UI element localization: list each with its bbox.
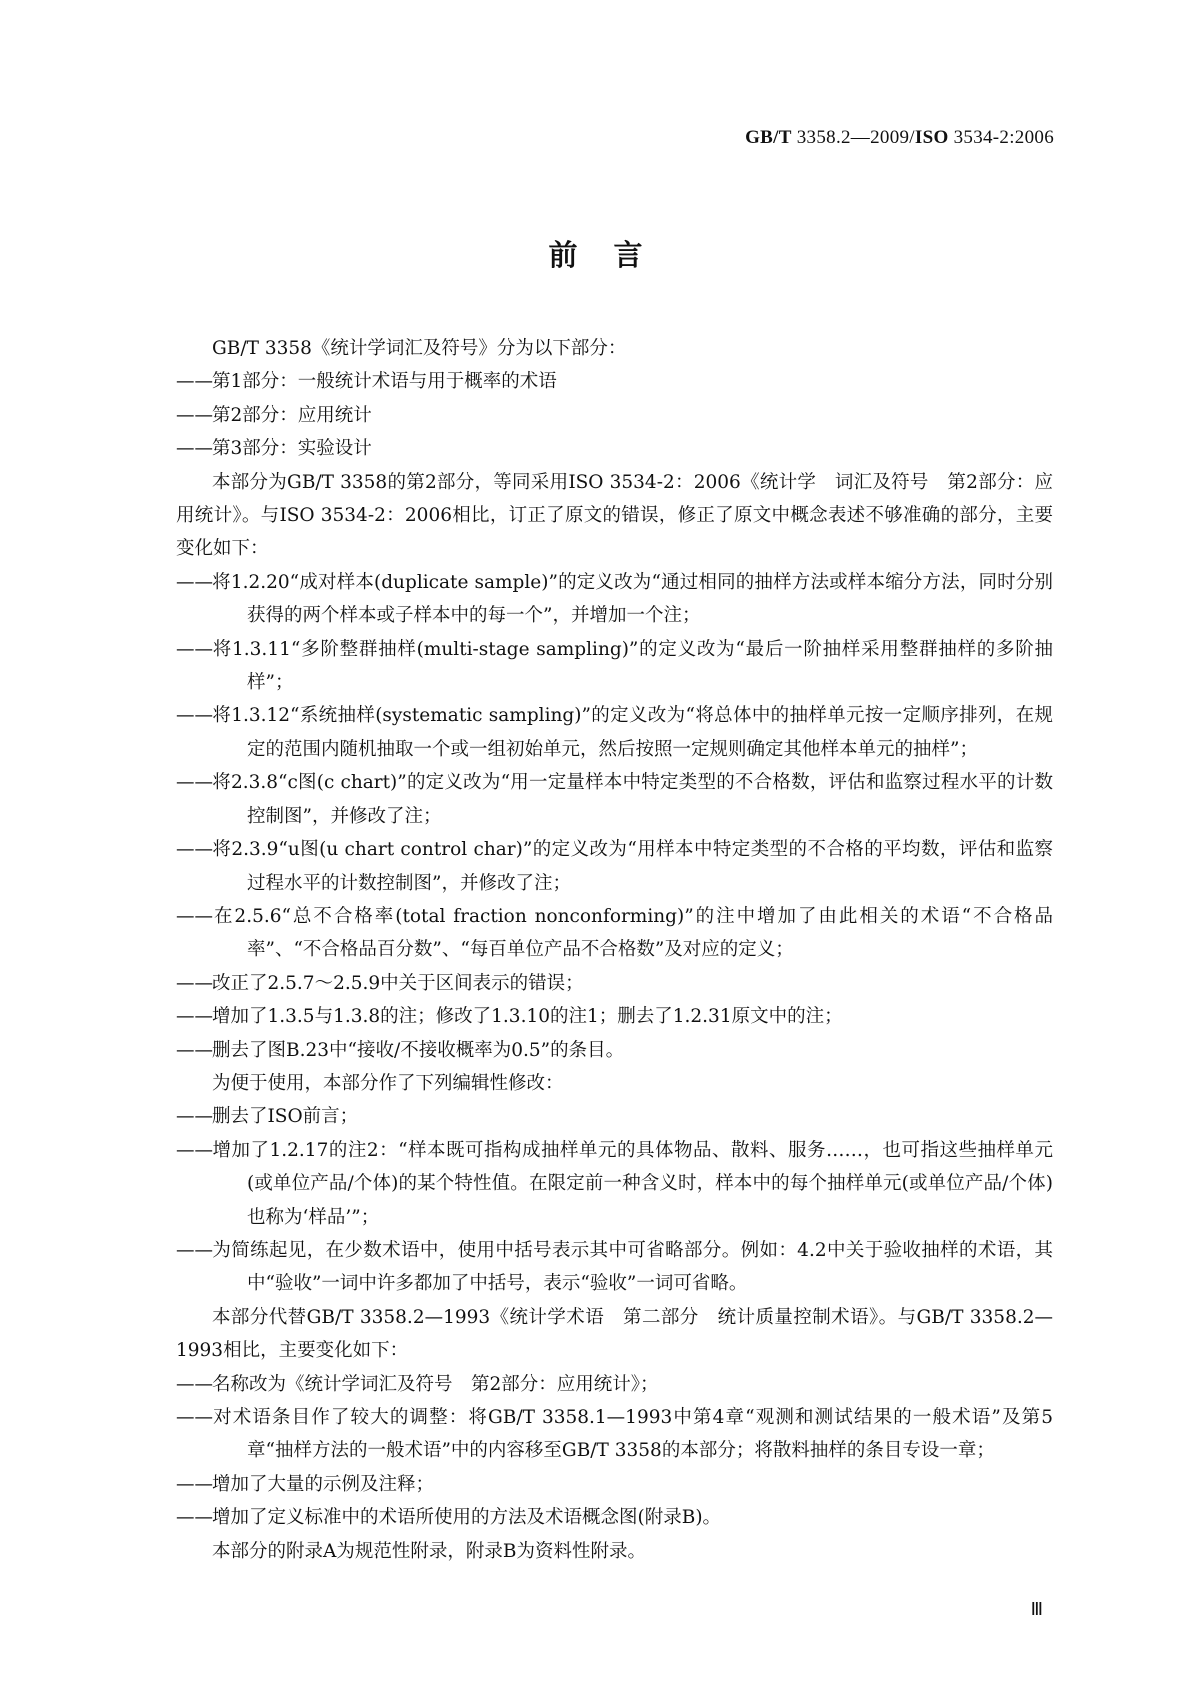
foreword-body	[176, 332, 1053, 1568]
list-item	[176, 1234, 1053, 1301]
item-dash: ——	[176, 1407, 213, 1428]
item-text: 增加了定义标准中的术语所使用的方法及术语概念图(附录B)。	[212, 1507, 722, 1529]
item-text: 将2.3.8“c图(c chart)”的定义改为“用一定量样本中特定类型的不合格数，评估和监察过程水平的计数控制图”，并修改了注；	[212, 772, 1053, 827]
item-dash: ——	[176, 1239, 213, 1261]
item-text: 将2.3.9“u图(u chart control char)”的定义改为“用样本中特定类型的不合格的平均数，评估和监察过程水平的计数控制图”，并修改了注；	[212, 839, 1053, 894]
item-dash: ——	[176, 638, 213, 660]
paragraph: 本部分的附录A为规范性附录，附录B为资料性附录。	[212, 1540, 646, 1562]
item-text: 将1.3.11“多阶整群抽样(multi-stage sampling)”的定义改为“最后一阶抽样采用整群抽样的多阶抽样”；	[212, 638, 1053, 694]
list-item	[176, 1034, 1053, 1067]
list-item	[176, 967, 1053, 1000]
item-dash: ——	[176, 839, 213, 861]
item-text: 改正了2.5.7～2.5.9中关于区间表示的错误；	[212, 972, 584, 994]
item-text: 将1.3.12“系统抽样(systematic sampling)”的定义改为“将总体中的抽样单元按一定顺序排列，在规定的范围内随机抽取一个或一组初始单元，然后按照一定规则确定其他样本单元的抽样”；	[212, 705, 1053, 760]
list-item	[176, 1368, 1053, 1401]
item-text: 删去了图B.23中“接收/不接收概率为0.5”的条目。	[212, 1039, 625, 1061]
item-dash: ——	[176, 438, 213, 460]
list-item	[176, 1134, 1053, 1234]
item-dash: ——	[176, 1373, 213, 1395]
list-item	[176, 900, 1053, 967]
iso-number: 3534-2:2006	[953, 127, 1054, 148]
iso-prefix: ISO	[914, 127, 949, 148]
list-item	[176, 1401, 1053, 1468]
list-item	[176, 365, 1053, 398]
item-dash: ——	[176, 371, 213, 393]
item-dash: ——	[176, 1507, 213, 1529]
list-item	[176, 1100, 1053, 1133]
list-item	[176, 566, 1053, 633]
item-text: 为简练起见，在少数术语中，使用中括号表示其中可省略部分。例如：4.2中关于验收抽样的术语，其中“验收”一词中许多都加了中括号，表示“验收”一词可省略。	[212, 1239, 1053, 1295]
item-text: 第3部分：实验设计	[212, 438, 372, 460]
item-dash: ——	[176, 1473, 213, 1495]
paragraph: 为便于使用，本部分作了下列编辑性修改：	[212, 1072, 564, 1094]
item-text: 将1.2.20“成对样本(duplicate sample)”的定义改为“通过相同的抽样方法或样本缩分方法，同时分别获得的两个样本或子样本中的每一个”，并增加一个注；	[212, 571, 1053, 627]
list-item	[176, 1000, 1053, 1033]
list-item	[176, 1501, 1053, 1534]
code-prefix: GB/T	[745, 127, 792, 148]
list-item	[176, 432, 1053, 465]
item-text: 第2部分：应用统计	[212, 404, 372, 426]
item-dash: ——	[176, 404, 213, 426]
paragraph: GB/T 3358《统计学词汇及符号》分为以下部分：	[212, 338, 627, 359]
item-dash: ——	[176, 571, 213, 593]
item-text: 在2.5.6“总不合格率(total fraction nonconforming)”的注中增加了由此相关的术语“不合格品率”、“不合格品百分数”、“每百单位产品不合格数”及对应的定义；	[212, 905, 1053, 961]
list-item	[176, 1468, 1053, 1501]
item-text: 增加了1.2.17的注2：“样本既可指构成抽样单元的具体物品、散料、服务……，也可指这些抽样单元(或单位产品/个体)的某个特性值。在限定前一种含义时，样本中的每个抽样单元(或单位产品/个体)也称为‘样品’”；	[212, 1139, 1053, 1228]
item-text: 删去了ISO前言；	[212, 1106, 359, 1128]
item-dash: ——	[176, 972, 213, 994]
list-item	[176, 699, 1053, 766]
page-title: 前言	[548, 238, 679, 272]
code-number: 3358.2—2009/	[796, 127, 915, 148]
paragraph: 本部分为GB/T 3358的第2部分，等同采用ISO 3534-2：2006《统计学 词汇及符号 第2部分：应用统计》。与ISO 3534-2：2006相比，订正了原文的错误，修正了原文中概念表述不够准确的部分，主要变化如下：	[176, 471, 1053, 560]
item-text: 名称改为《统计学词汇及符号 第2部分：应用统计》；	[212, 1373, 659, 1395]
list-item	[176, 399, 1053, 432]
item-text: 增加了1.3.5与1.3.8的注；修改了1.3.10的注1；删去了1.2.31原文中的注；	[212, 1006, 843, 1028]
item-text: 增加了大量的示例及注释；	[212, 1473, 435, 1495]
item-dash: ——	[176, 1106, 213, 1128]
standard-code-header	[745, 127, 1054, 149]
item-dash: ——	[176, 772, 213, 794]
item-dash: ——	[176, 705, 213, 727]
list-item	[176, 833, 1053, 900]
item-dash: ——	[176, 905, 213, 927]
item-dash: ——	[176, 1006, 213, 1028]
list-item	[176, 766, 1053, 833]
list-item	[176, 633, 1053, 700]
page-number: Ⅲ	[1030, 1599, 1043, 1619]
item-dash: ——	[176, 1039, 213, 1061]
item-text: 第1部分：一般统计术语与用于概率的术语	[212, 371, 557, 393]
item-dash: ——	[176, 1139, 213, 1161]
item-text: 对术语条目作了较大的调整：将GB/T 3358.1—1993中第4章“观测和测试结果的一般术语”及第5章“抽样方法的一般术语”中的内容移至GB/T 3358的本部分；将散料抽样的条目专设一章；	[212, 1407, 1053, 1462]
paragraph: 本部分代替GB/T 3358.2—1993《统计学术语 第二部分 统计质量控制术语》。与GB/T 3358.2—1993相比，主要变化如下：	[176, 1306, 1053, 1362]
